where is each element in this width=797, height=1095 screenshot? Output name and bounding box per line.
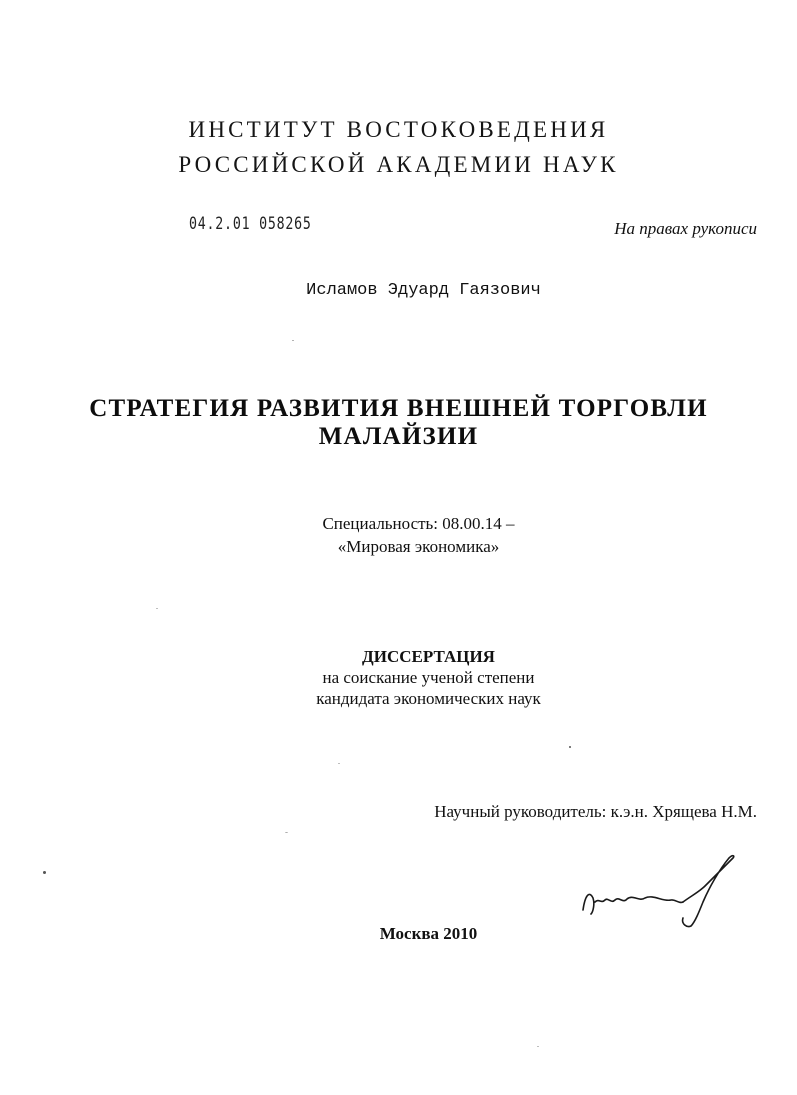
scan-speck (338, 763, 340, 764)
dissertation-degree-line-2: кандидата экономических наук (316, 689, 541, 708)
thesis-title-line-2: МАЛАЙЗИИ (318, 423, 479, 450)
institute-name-line-2: РОССИЙСКОЙ АКАДЕМИИ НАУК (178, 152, 619, 177)
scan-speck (156, 608, 158, 609)
institute-name-line-1: ИНСТИТУТ ВОСТОКОВЕДЕНИЯ (188, 117, 609, 142)
scan-speck (43, 871, 46, 874)
handwritten-signature-icon (575, 852, 745, 932)
scientific-supervisor: Научный руководитель: к.э.н. Хрящева Н.М. (434, 802, 757, 821)
dissertation-heading: ДИССЕРТАЦИЯ (362, 647, 495, 666)
dissertation-degree-line-1: на соискание ученой степени (322, 668, 535, 687)
author-name: Исламов Эдуард Гаязович (306, 281, 541, 300)
thesis-title-line-1: СТРАТЕГИЯ РАЗВИТИЯ ВНЕШНЕЙ ТОРГОВЛИ (89, 395, 708, 422)
registration-stamp: 04.2.01 058265 (189, 214, 312, 234)
scan-speck (537, 1046, 539, 1047)
rights-note: На правах рукописи (614, 219, 757, 238)
scan-speck (292, 340, 294, 341)
scan-speck (569, 746, 571, 748)
scan-speck (285, 832, 288, 833)
city-and-year: Москва 2010 (379, 924, 478, 943)
specialty-line-1: Специальность: 08.00.14 – (322, 514, 515, 533)
specialty-line-2: «Мировая экономика» (337, 537, 500, 556)
